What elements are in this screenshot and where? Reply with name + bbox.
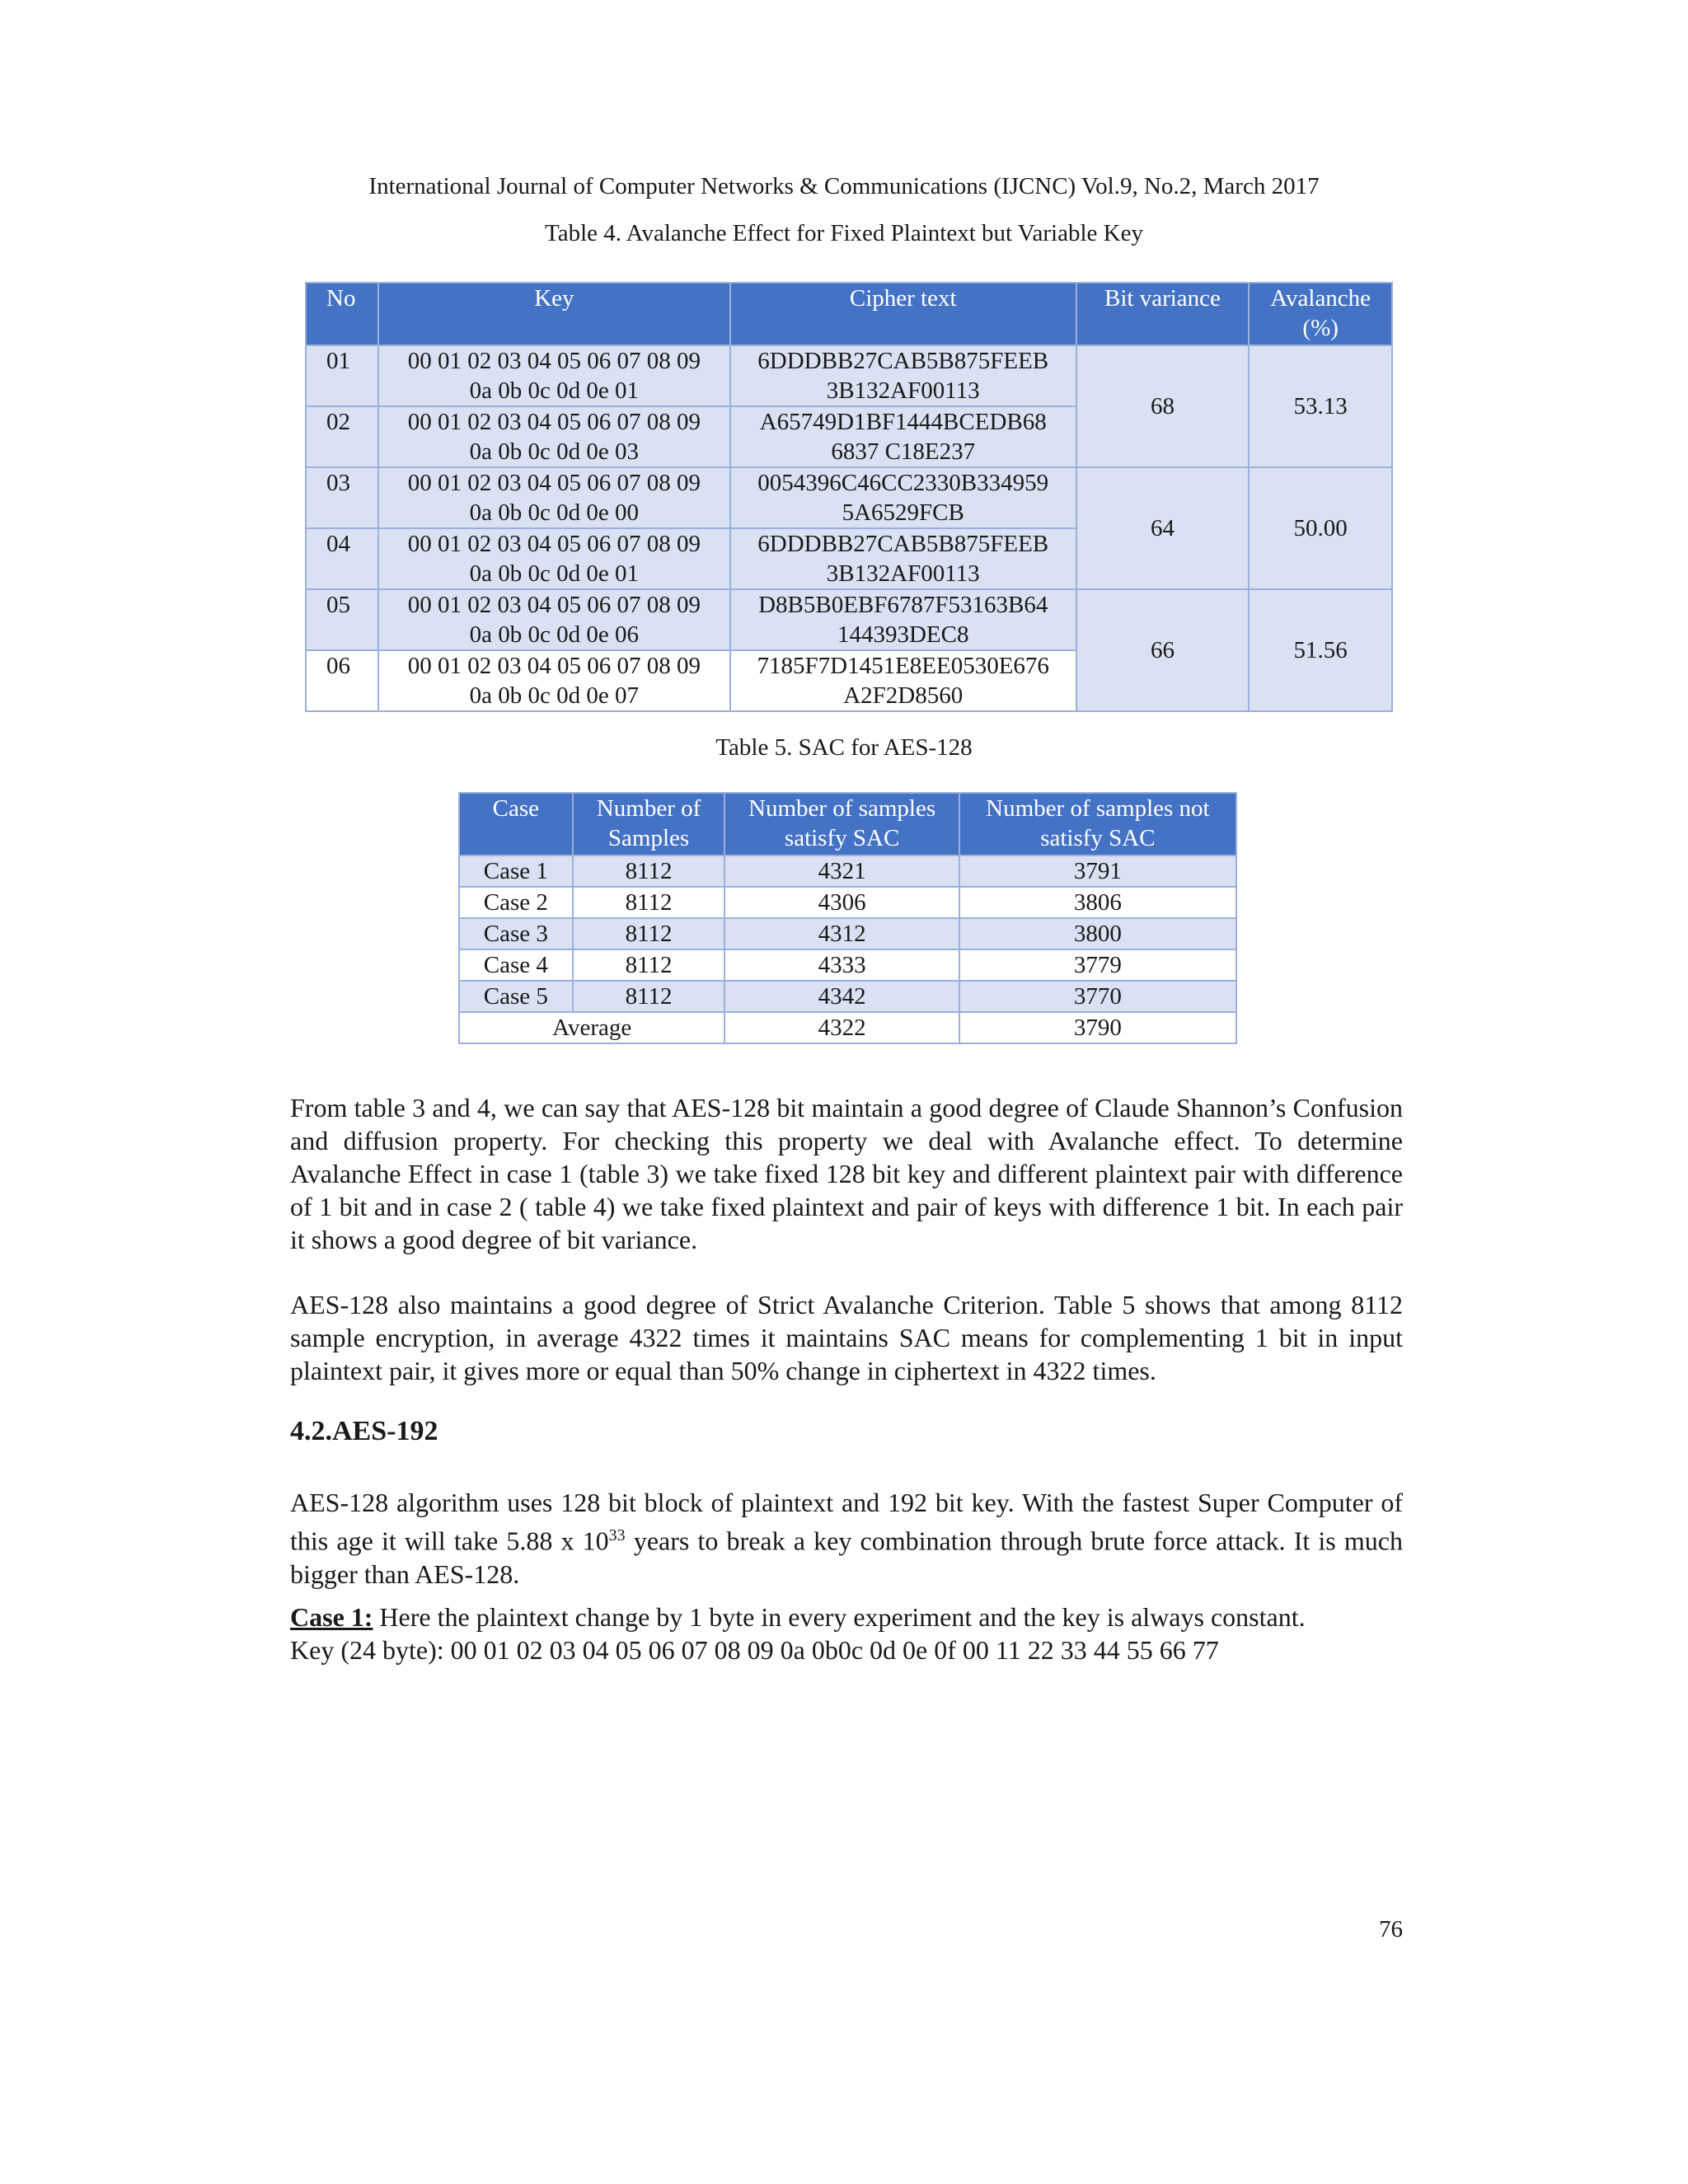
paragraph-sac: AES-128 also maintains a good degree of Strict Avalanche Criterion. Table 5 shows that among 8112 sample encryption, in average 4322 times it maintains SAC means for complementing 1 bit in input plaintext pair, it gives more or equal than 50% change in ciphertext in 4322 times. (290, 1290, 1403, 1385)
cell-case: Case 1 (459, 855, 573, 887)
header-case: Case (459, 793, 573, 855)
cell-key: 00 01 02 03 04 05 06 07 08 09 0a 0b 0c 0d 0e 01 (378, 528, 730, 589)
cell-satisfy: 4321 (724, 855, 959, 887)
table-row (459, 918, 1236, 949)
page-number: 76 (1379, 1916, 1403, 1943)
cell-avalanche: 53.13 (1249, 345, 1392, 467)
case-1-label: Case 1: (290, 1602, 373, 1632)
cell-not-satisfy: 3791 (959, 855, 1236, 887)
avalanche-table (305, 282, 1393, 712)
cell-samples: 8112 (573, 887, 725, 918)
cell-cipher: 7185F7D1451E8EE0530E676 A2F2D8560 (730, 650, 1076, 711)
cell-not-satisfy: 3800 (959, 918, 1236, 949)
cell-samples: 8112 (573, 855, 725, 887)
cell-no: 05 (306, 589, 378, 650)
table-row (459, 949, 1236, 981)
cell-satisfy: 4312 (724, 918, 959, 949)
exponent: 33 (608, 1526, 626, 1544)
cell-not-satisfy: 3779 (959, 949, 1236, 981)
cell-not-satisfy: 3806 (959, 887, 1236, 918)
cell-key: 00 01 02 03 04 05 06 07 08 09 0a 0b 0c 0d 0e 01 (378, 345, 730, 406)
cell-case: Case 4 (459, 949, 573, 981)
cell-key: 00 01 02 03 04 05 06 07 08 09 0a 0b 0c 0d 0e 07 (378, 650, 730, 711)
header-satisfy: Number of samples satisfy SAC (724, 793, 959, 855)
aes192-text-end: years to break a key combination through brute force attack. It is much bigger than AES-128. (290, 1526, 1404, 1589)
journal-header: International Journal of Computer Networks & Communications (IJCNC) Vol.9, No.2, March 2017 (368, 173, 1320, 199)
cell-cipher: 6DDDBB27CAB5B875FEEB 3B132AF00113 (730, 528, 1076, 589)
cell-case: Case 2 (459, 887, 573, 918)
header-bit-variance: Bit variance (1076, 283, 1250, 345)
cell-cipher: 0054396C46CC2330B334959 5A6529FCB (730, 467, 1076, 528)
cell-no: 03 (306, 467, 378, 528)
header-samples: Number of Samples (573, 793, 725, 855)
header-not-satisfy: Number of samples not satisfy SAC (959, 793, 1236, 855)
cell-not-satisfy: 3770 (959, 981, 1236, 1012)
cell-cipher: 6DDDBB27CAB5B875FEEB 3B132AF00113 (730, 345, 1076, 406)
section-heading: 4.2.AES-192 (290, 1416, 438, 1446)
cell-avalanche: 51.56 (1249, 589, 1392, 711)
cell-average-not-satisfy: 3790 (959, 1012, 1236, 1043)
paragraph-aes192 (290, 1486, 1403, 1591)
cell-samples: 8112 (573, 918, 725, 949)
paragraph-confusion-diffusion: From table 3 and 4, we can say that AES-128 bit maintain a good degree of Claude Shannon’s Confusion and diffusion property. For checking this property we deal with Avalanche effect. To determine Avalanche Effect in case 1 (table 3) we take fixed 128 bit key and different plaintext pair with difference of 1 bit and in case 2 ( table 4) we take fixed plaintext and pair of keys with difference 1 bit. In each pair it shows a good degree of bit variance. (290, 1093, 1403, 1254)
cell-average-label: Average (459, 1012, 724, 1043)
table5-caption: Table 5. SAC for AES-128 (715, 734, 973, 761)
cell-key: 00 01 02 03 04 05 06 07 08 09 0a 0b 0c 0d 0e 00 (378, 467, 730, 528)
table-row (306, 467, 1392, 528)
table-row (306, 345, 1392, 406)
cell-no: 04 (306, 528, 378, 589)
cell-key: 00 01 02 03 04 05 06 07 08 09 0a 0b 0c 0d 0e 03 (378, 406, 730, 467)
cell-cipher: D8B5B0EBF6787F53163B64 144393DEC8 (730, 589, 1076, 650)
header-avalanche: Avalanche (%) (1249, 283, 1392, 345)
cell-case: Case 3 (459, 918, 573, 949)
cell-satisfy: 4306 (724, 887, 959, 918)
cell-cipher: A65749D1BF1444BCEDB68 6837 C18E237 (730, 406, 1076, 467)
sac-table (458, 792, 1237, 1044)
table-row (306, 589, 1392, 650)
aes192-text-start: AES-128 algorithm uses 128 bit block of plaintext and 192 bit key. With the fastest Super Computer of this age it will take 5.88 x 10 (290, 1488, 1403, 1556)
key-line: Key (24 byte): 00 01 02 03 04 05 06 07 08 09 0a 0b0c 0d 0e 0f 00 11 22 33 44 55 66 77 (290, 1635, 1219, 1665)
cell-no: 06 (306, 650, 378, 711)
cell-samples: 8112 (573, 981, 725, 1012)
cell-samples: 8112 (573, 949, 725, 981)
cell-satisfy: 4333 (724, 949, 959, 981)
table-row (459, 887, 1236, 918)
cell-bit-variance: 68 (1076, 345, 1250, 467)
average-row (459, 1012, 1236, 1043)
header-cipher: Cipher text (730, 283, 1076, 345)
cell-bit-variance: 64 (1076, 467, 1250, 589)
table-row (459, 855, 1236, 887)
case-1-line (290, 1601, 1403, 1633)
cell-average-satisfy: 4322 (724, 1012, 959, 1043)
case-1-description (290, 1601, 1403, 1666)
case-1-text: Here the plaintext change by 1 byte in every experiment and the key is always constant. (373, 1602, 1306, 1632)
cell-no: 02 (306, 406, 378, 467)
header-no: No (306, 283, 378, 345)
cell-case: Case 5 (459, 981, 573, 1012)
table4-caption: Table 4. Avalanche Effect for Fixed Plaintext but Variable Key (545, 220, 1143, 246)
table-row (459, 981, 1236, 1012)
cell-satisfy: 4342 (724, 981, 959, 1012)
cell-no: 01 (306, 345, 378, 406)
cell-key: 00 01 02 03 04 05 06 07 08 09 0a 0b 0c 0d 0e 06 (378, 589, 730, 650)
header-key: Key (378, 283, 730, 345)
cell-avalanche: 50.00 (1249, 467, 1392, 589)
cell-bit-variance: 66 (1076, 589, 1250, 711)
